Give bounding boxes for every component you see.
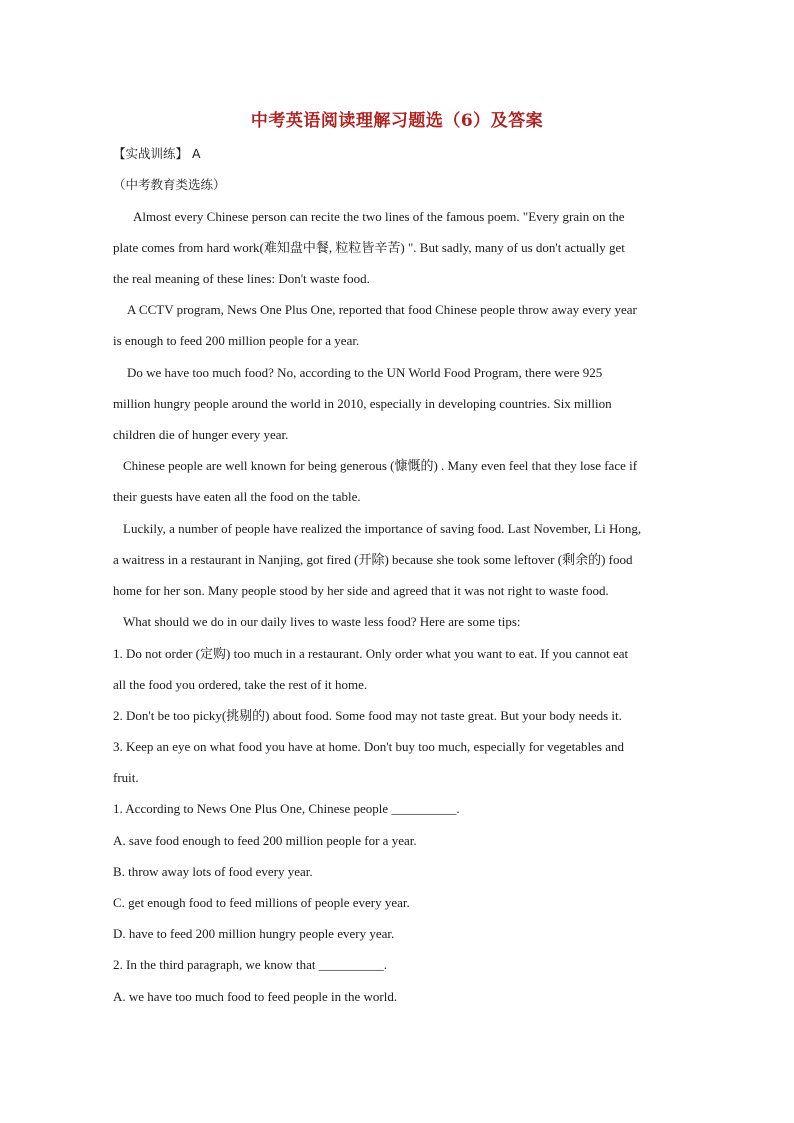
source-label: （中考教育类选练） [113, 177, 226, 192]
passage-line: fruit. [113, 770, 139, 785]
answer-option: B. throw away lots of food every year. [113, 864, 313, 879]
passage-line: 1. Do not order (定购) too much in a restaurant. Only order what you want to eat. If you cannot eat [113, 646, 629, 661]
answer-option: D. have to feed 200 million hungry people every year. [113, 926, 395, 941]
question-stem: 1. According to News One Plus One, Chinese people __________. [113, 801, 460, 816]
passage-line: 3. Keep an eye on what food you have at home. Don't buy too much, especially for vegetables and [113, 739, 624, 754]
passage-line: 2. Don't be too picky(挑剔的) about food. Some food may not taste great. But your body needs it. [113, 708, 622, 723]
passage-line: What should we do in our daily lives to waste less food? Here are some tips: [123, 614, 521, 629]
answer-option: A. we have too much food to feed people in the world. [113, 989, 398, 1004]
passage-line: Do we have too much food? No, according to the UN World Food Program, there were 925 [127, 365, 603, 380]
passage-line: children die of hunger every year. [113, 427, 289, 442]
passage-line: home for her son. Many people stood by her side and agreed that it was not right to waste food. [113, 583, 609, 598]
passage-line: all the food you ordered, take the rest of it home. [113, 677, 368, 692]
answer-option: C. get enough food to feed millions of people every year. [113, 895, 410, 910]
passage-line: is enough to feed 200 million people for a year. [113, 333, 360, 348]
question-stem: 2. In the third paragraph, we know that __________. [113, 957, 388, 972]
passage-line: Chinese people are well known for being generous (慷慨的) . Many even feel that they lose face if [123, 458, 638, 473]
answer-option: A. save food enough to feed 200 million people for a year. [113, 833, 417, 848]
passage-line: a waitress in a restaurant in Nanjing, got fired (开除) because she took some leftover (剩余的) food [113, 552, 633, 567]
passage-line: Luckily, a number of people have realized the importance of saving food. Last November, Li Hong, [123, 521, 642, 536]
passage-line: plate comes from hard work(难知盘中餐, 粒粒皆辛苦) ". But sadly, many of us don't actually get [113, 240, 625, 255]
document-title: 中考英语阅读理解习题选（6）及答案 [250, 111, 544, 131]
passage-line: the real meaning of these lines: Don't waste food. [113, 271, 370, 286]
passage-line: Almost every Chinese person can recite the two lines of the famous poem. "Every grain on the [133, 209, 625, 224]
passage-line: their guests have eaten all the food on the table. [113, 489, 361, 504]
passage-line: A CCTV program, News One Plus One, reported that food Chinese people throw away every year [127, 302, 637, 317]
passage-line: million hungry people around the world in 2010, especially in developing countries. Six million [113, 396, 612, 411]
section-label: 【实战训练】 A [113, 146, 201, 161]
